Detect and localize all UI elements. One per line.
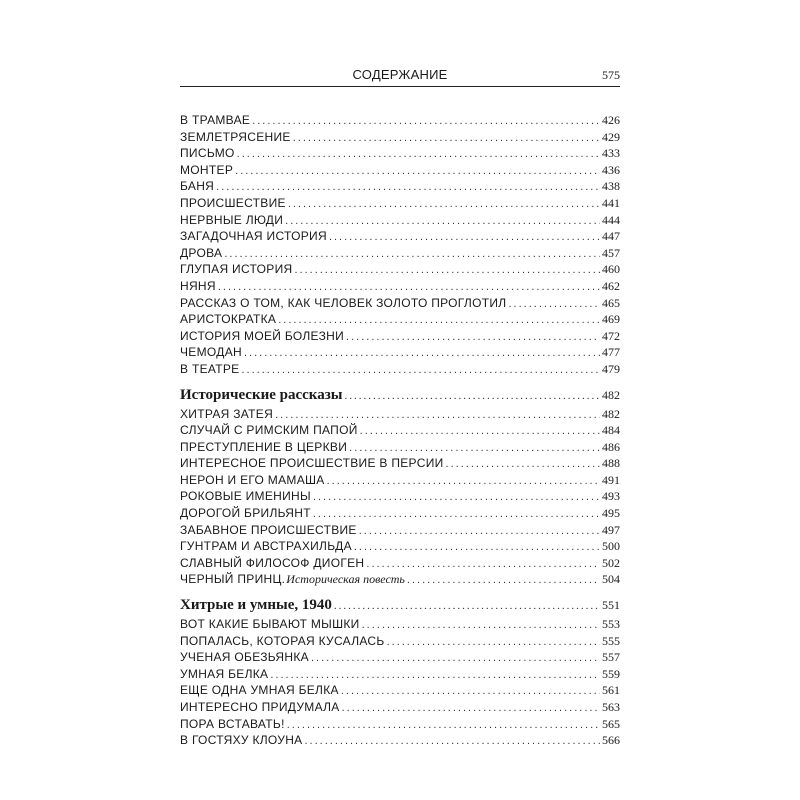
toc-entry bbox=[180, 488, 620, 505]
dot-leader bbox=[252, 113, 600, 130]
entry-title: НЕРВНЫЕ ЛЮДИ bbox=[180, 212, 284, 227]
entry-page: 557 bbox=[602, 650, 620, 665]
section-page: 551 bbox=[602, 598, 620, 613]
entry-title: ХИТРАЯ ЗАТЕЯ bbox=[180, 406, 274, 421]
entry-page: 555 bbox=[602, 633, 620, 648]
entry-title: В ТЕАТРЕ bbox=[180, 361, 240, 376]
entry-title: ИСТОРИЯ МОЕЙ БОЛЕЗНИ bbox=[180, 328, 345, 343]
dot-leader bbox=[275, 407, 600, 424]
dot-leader bbox=[354, 539, 600, 556]
entry-page: 484 bbox=[602, 423, 620, 438]
entry-title: ЗЕМЛЕТРЯСЕНИЕ bbox=[180, 129, 291, 144]
toc-entry bbox=[180, 145, 620, 162]
entry-title: УМНАЯ БЕЛКА bbox=[180, 666, 269, 681]
entry-title: БАНЯ bbox=[180, 179, 215, 194]
toc-entry bbox=[180, 682, 620, 699]
entry-page: 465 bbox=[602, 295, 620, 310]
dot-leader bbox=[313, 506, 600, 523]
entry-page: 491 bbox=[602, 472, 620, 487]
dot-leader bbox=[344, 385, 600, 407]
entry-page: 457 bbox=[602, 245, 620, 260]
entry-page: 495 bbox=[602, 506, 620, 521]
dot-leader bbox=[305, 733, 601, 750]
toc-entry bbox=[180, 112, 620, 129]
dot-leader bbox=[359, 523, 600, 540]
dot-leader bbox=[346, 329, 600, 346]
entry-page: 497 bbox=[602, 522, 620, 537]
section-title: Хитрые и умные, 1940 bbox=[180, 597, 332, 614]
dot-leader bbox=[241, 362, 600, 379]
toc-entry bbox=[180, 406, 620, 423]
entry-title: ЧЕРНЫЙ ПРИНЦ. bbox=[180, 572, 286, 587]
toc-entry bbox=[180, 633, 620, 650]
entry-page: 477 bbox=[602, 345, 620, 360]
dot-leader bbox=[270, 667, 600, 684]
entry-title: СЛУЧАЙ С РИМСКИМ ПАПОЙ bbox=[180, 423, 358, 438]
entry-page: 502 bbox=[602, 555, 620, 570]
entry-page: 559 bbox=[602, 666, 620, 681]
entry-page: 438 bbox=[602, 179, 620, 194]
entry-page: 488 bbox=[602, 456, 620, 471]
entry-title: РОКОВЫЕ ИМЕНИНЫ bbox=[180, 489, 311, 504]
dot-leader bbox=[407, 572, 600, 589]
toc-entry bbox=[180, 555, 620, 572]
toc-entry bbox=[180, 699, 620, 716]
entry-title: В ТРАМВАЕ bbox=[180, 113, 251, 127]
entry-page: 426 bbox=[602, 113, 620, 127]
dot-leader bbox=[313, 489, 600, 506]
table-of-contents bbox=[180, 112, 620, 749]
entry-title: ПОПАЛАСЬ, КОТОРАЯ КУСАЛАСЬ bbox=[180, 633, 385, 648]
toc-entry bbox=[180, 311, 620, 328]
entry-subtitle: Историческая повесть bbox=[286, 572, 405, 587]
entry-page: 469 bbox=[602, 312, 620, 327]
toc-entry bbox=[180, 195, 620, 212]
section-page: 482 bbox=[602, 387, 620, 402]
toc-entry bbox=[180, 666, 620, 683]
entry-title: МОНТЕР bbox=[180, 162, 234, 177]
entry-page: 460 bbox=[602, 262, 620, 277]
toc-entry bbox=[180, 212, 620, 229]
dot-leader bbox=[341, 683, 600, 700]
entry-page: 565 bbox=[602, 716, 620, 731]
entry-title: ГУНТРАМ И АВСТРАХИЛЬДА bbox=[180, 539, 352, 554]
entry-page: 447 bbox=[602, 229, 620, 244]
entry-title: ПИСЬМО bbox=[180, 146, 235, 161]
entry-page: 472 bbox=[602, 328, 620, 343]
entry-page: 436 bbox=[602, 162, 620, 177]
dot-leader bbox=[311, 650, 600, 667]
dot-leader bbox=[329, 229, 600, 246]
entry-page: 429 bbox=[602, 129, 620, 144]
toc-entry bbox=[180, 422, 620, 439]
toc-group-stories bbox=[180, 112, 620, 378]
dot-leader bbox=[327, 473, 600, 490]
toc-section-clever bbox=[180, 594, 620, 616]
entry-page: 563 bbox=[602, 700, 620, 714]
entry-page: 444 bbox=[602, 212, 620, 227]
dot-leader bbox=[224, 246, 600, 263]
dot-leader bbox=[360, 423, 600, 440]
entry-title: РАССКАЗ О ТОМ, КАК ЧЕЛОВЕК ЗОЛОТО ПРОГЛОТИЛ bbox=[180, 295, 507, 310]
toc-group-clever bbox=[180, 616, 620, 749]
entry-title: ДОРОГОЙ БРИЛЬЯНТ bbox=[180, 506, 311, 521]
toc-entry bbox=[180, 295, 620, 312]
entry-title: ЧЕМОДАН bbox=[180, 345, 242, 360]
dot-leader bbox=[244, 345, 600, 362]
header-page-number: 575 bbox=[602, 68, 620, 82]
toc-entry bbox=[180, 129, 620, 146]
entry-title: АРИСТОКРАТКА bbox=[180, 312, 277, 327]
dot-leader bbox=[237, 146, 600, 163]
entry-page: 566 bbox=[602, 733, 620, 748]
entry-title: НЕРОН И ЕГО МАМАША bbox=[180, 472, 325, 487]
toc-entry bbox=[180, 439, 620, 456]
dot-leader bbox=[349, 440, 600, 457]
entry-page: 553 bbox=[602, 617, 620, 632]
entry-page: 479 bbox=[602, 361, 620, 376]
entry-title: В ГОСТЯХУ КЛОУНА bbox=[180, 733, 303, 748]
toc-section-historical bbox=[180, 384, 620, 406]
toc-entry bbox=[180, 328, 620, 345]
toc-entry bbox=[180, 228, 620, 245]
header-title: СОДЕРЖАНИЕ bbox=[352, 67, 448, 82]
entry-page: 493 bbox=[602, 489, 620, 504]
entry-title: ПРОИСШЕСТВИЕ bbox=[180, 195, 286, 210]
dot-leader bbox=[293, 130, 600, 147]
toc-entry bbox=[180, 245, 620, 262]
entry-page: 561 bbox=[602, 683, 620, 698]
entry-page: 486 bbox=[602, 439, 620, 454]
toc-entry bbox=[180, 538, 620, 555]
entry-title: ИНТЕРЕСНОЕ ПРОИСШЕСТВИЕ В ПЕРСИИ bbox=[180, 456, 444, 471]
entry-title: ДРОВА bbox=[180, 245, 223, 260]
dot-leader bbox=[334, 595, 600, 617]
dot-leader bbox=[288, 196, 600, 213]
entry-title: ПОРА ВСТАВАТЬ! bbox=[180, 716, 285, 731]
toc-entry bbox=[180, 162, 620, 179]
toc-entry bbox=[180, 732, 620, 749]
dot-leader bbox=[287, 717, 600, 734]
running-header bbox=[180, 67, 620, 87]
dot-leader bbox=[294, 262, 600, 279]
dot-leader bbox=[366, 556, 600, 573]
toc-entry bbox=[180, 505, 620, 522]
entry-title: ВОТ КАКИЕ БЫВАЮТ МЫШКИ bbox=[180, 617, 360, 632]
toc-entry bbox=[180, 616, 620, 633]
dot-leader bbox=[216, 179, 600, 196]
toc-entry bbox=[180, 361, 620, 378]
entry-page: 500 bbox=[602, 539, 620, 554]
entry-title: ИНТЕРЕСНО ПРИДУМАЛА bbox=[180, 700, 340, 714]
entry-page: 462 bbox=[602, 278, 620, 293]
toc-entry bbox=[180, 178, 620, 195]
dot-leader bbox=[362, 617, 600, 634]
toc-entry bbox=[180, 261, 620, 278]
header-rule bbox=[180, 86, 620, 87]
entry-title: ЗАГАДОЧНАЯ ИСТОРИЯ bbox=[180, 229, 327, 244]
entry-title: ЗАБАВНОЕ ПРОИСШЕСТВИЕ bbox=[180, 522, 357, 537]
entry-page: 504 bbox=[602, 572, 620, 587]
dot-leader bbox=[235, 163, 600, 180]
entry-page: 433 bbox=[602, 146, 620, 161]
entry-title: НЯНЯ bbox=[180, 278, 216, 293]
dot-leader bbox=[387, 634, 600, 651]
dot-leader bbox=[285, 213, 600, 230]
toc-entry-black-prince bbox=[180, 571, 620, 588]
entry-title: ПРЕСТУПЛЕНИЕ В ЦЕРКВИ bbox=[180, 439, 348, 454]
toc-entry bbox=[180, 649, 620, 666]
toc-entry bbox=[180, 455, 620, 472]
toc-entry bbox=[180, 344, 620, 361]
toc-entry bbox=[180, 522, 620, 539]
dot-leader bbox=[218, 279, 600, 296]
entry-title: ГЛУПАЯ ИСТОРИЯ bbox=[180, 262, 293, 277]
entry-title: ЕЩЕ ОДНА УМНАЯ БЕЛКА bbox=[180, 683, 339, 698]
toc-entry bbox=[180, 716, 620, 733]
entry-title: СЛАВНЫЙ ФИЛОСОФ ДИОГЕН bbox=[180, 555, 365, 570]
entry-title: УЧЕНАЯ ОБЕЗЬЯНКА bbox=[180, 650, 309, 665]
entry-page: 482 bbox=[602, 406, 620, 421]
dot-leader bbox=[278, 312, 600, 329]
dot-leader bbox=[508, 296, 600, 313]
section-title: Исторические рассказы bbox=[180, 386, 343, 403]
toc-entry bbox=[180, 278, 620, 295]
dot-leader bbox=[342, 700, 600, 717]
toc-group-historical bbox=[180, 406, 620, 572]
entry-page: 441 bbox=[602, 195, 620, 210]
dot-leader bbox=[446, 456, 600, 473]
toc-entry bbox=[180, 472, 620, 489]
